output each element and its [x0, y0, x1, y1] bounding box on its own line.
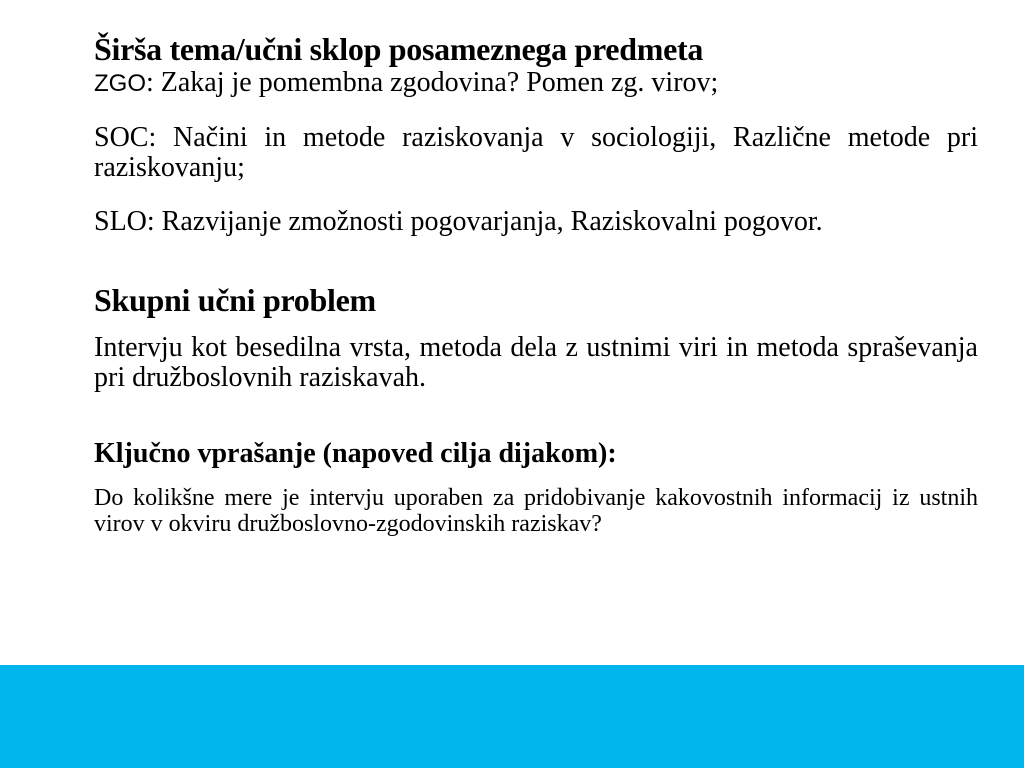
spacer	[94, 99, 978, 123]
spacer	[94, 319, 978, 333]
spacer	[94, 393, 978, 437]
spacer	[94, 237, 978, 281]
zgo-paragraph	[94, 68, 978, 99]
common-problem-heading: Skupni učni problem	[94, 282, 376, 318]
key-question-paragraph: Do kolikšne mere je intervju uporaben za pridobivanje kakovostnih informacij iz ustnih virov v okviru družboslovno-zgodovinskih raziskav?	[94, 485, 978, 537]
spacer	[94, 471, 978, 485]
common-problem-paragraph: Intervju kot besedilna vrsta, metoda dela z ustnimi viri in metoda spraševanja pri družboslovnih raziskavah.	[94, 332, 978, 393]
soc-paragraph: SOC: Načini in metode raziskovanja v sociologiji, Različne metode pri raziskovanju;	[94, 122, 978, 183]
key-question-heading: Ključno vprašanje (napoved cilja dijakom):	[94, 438, 617, 469]
slide-content	[94, 30, 978, 537]
spacer	[94, 183, 978, 207]
zgo-text: : Zakaj je pomembna zgodovina? Pomen zg. virov;	[146, 67, 719, 98]
zgo-prefix: ZGO	[94, 70, 146, 97]
bottom-color-band	[0, 665, 1024, 768]
broader-topic-heading: Širša tema/učni sklop posameznega predmeta	[94, 31, 704, 67]
slo-paragraph: SLO: Razvijanje zmožnosti pogovarjanja, Raziskovalni pogovor.	[94, 206, 823, 237]
